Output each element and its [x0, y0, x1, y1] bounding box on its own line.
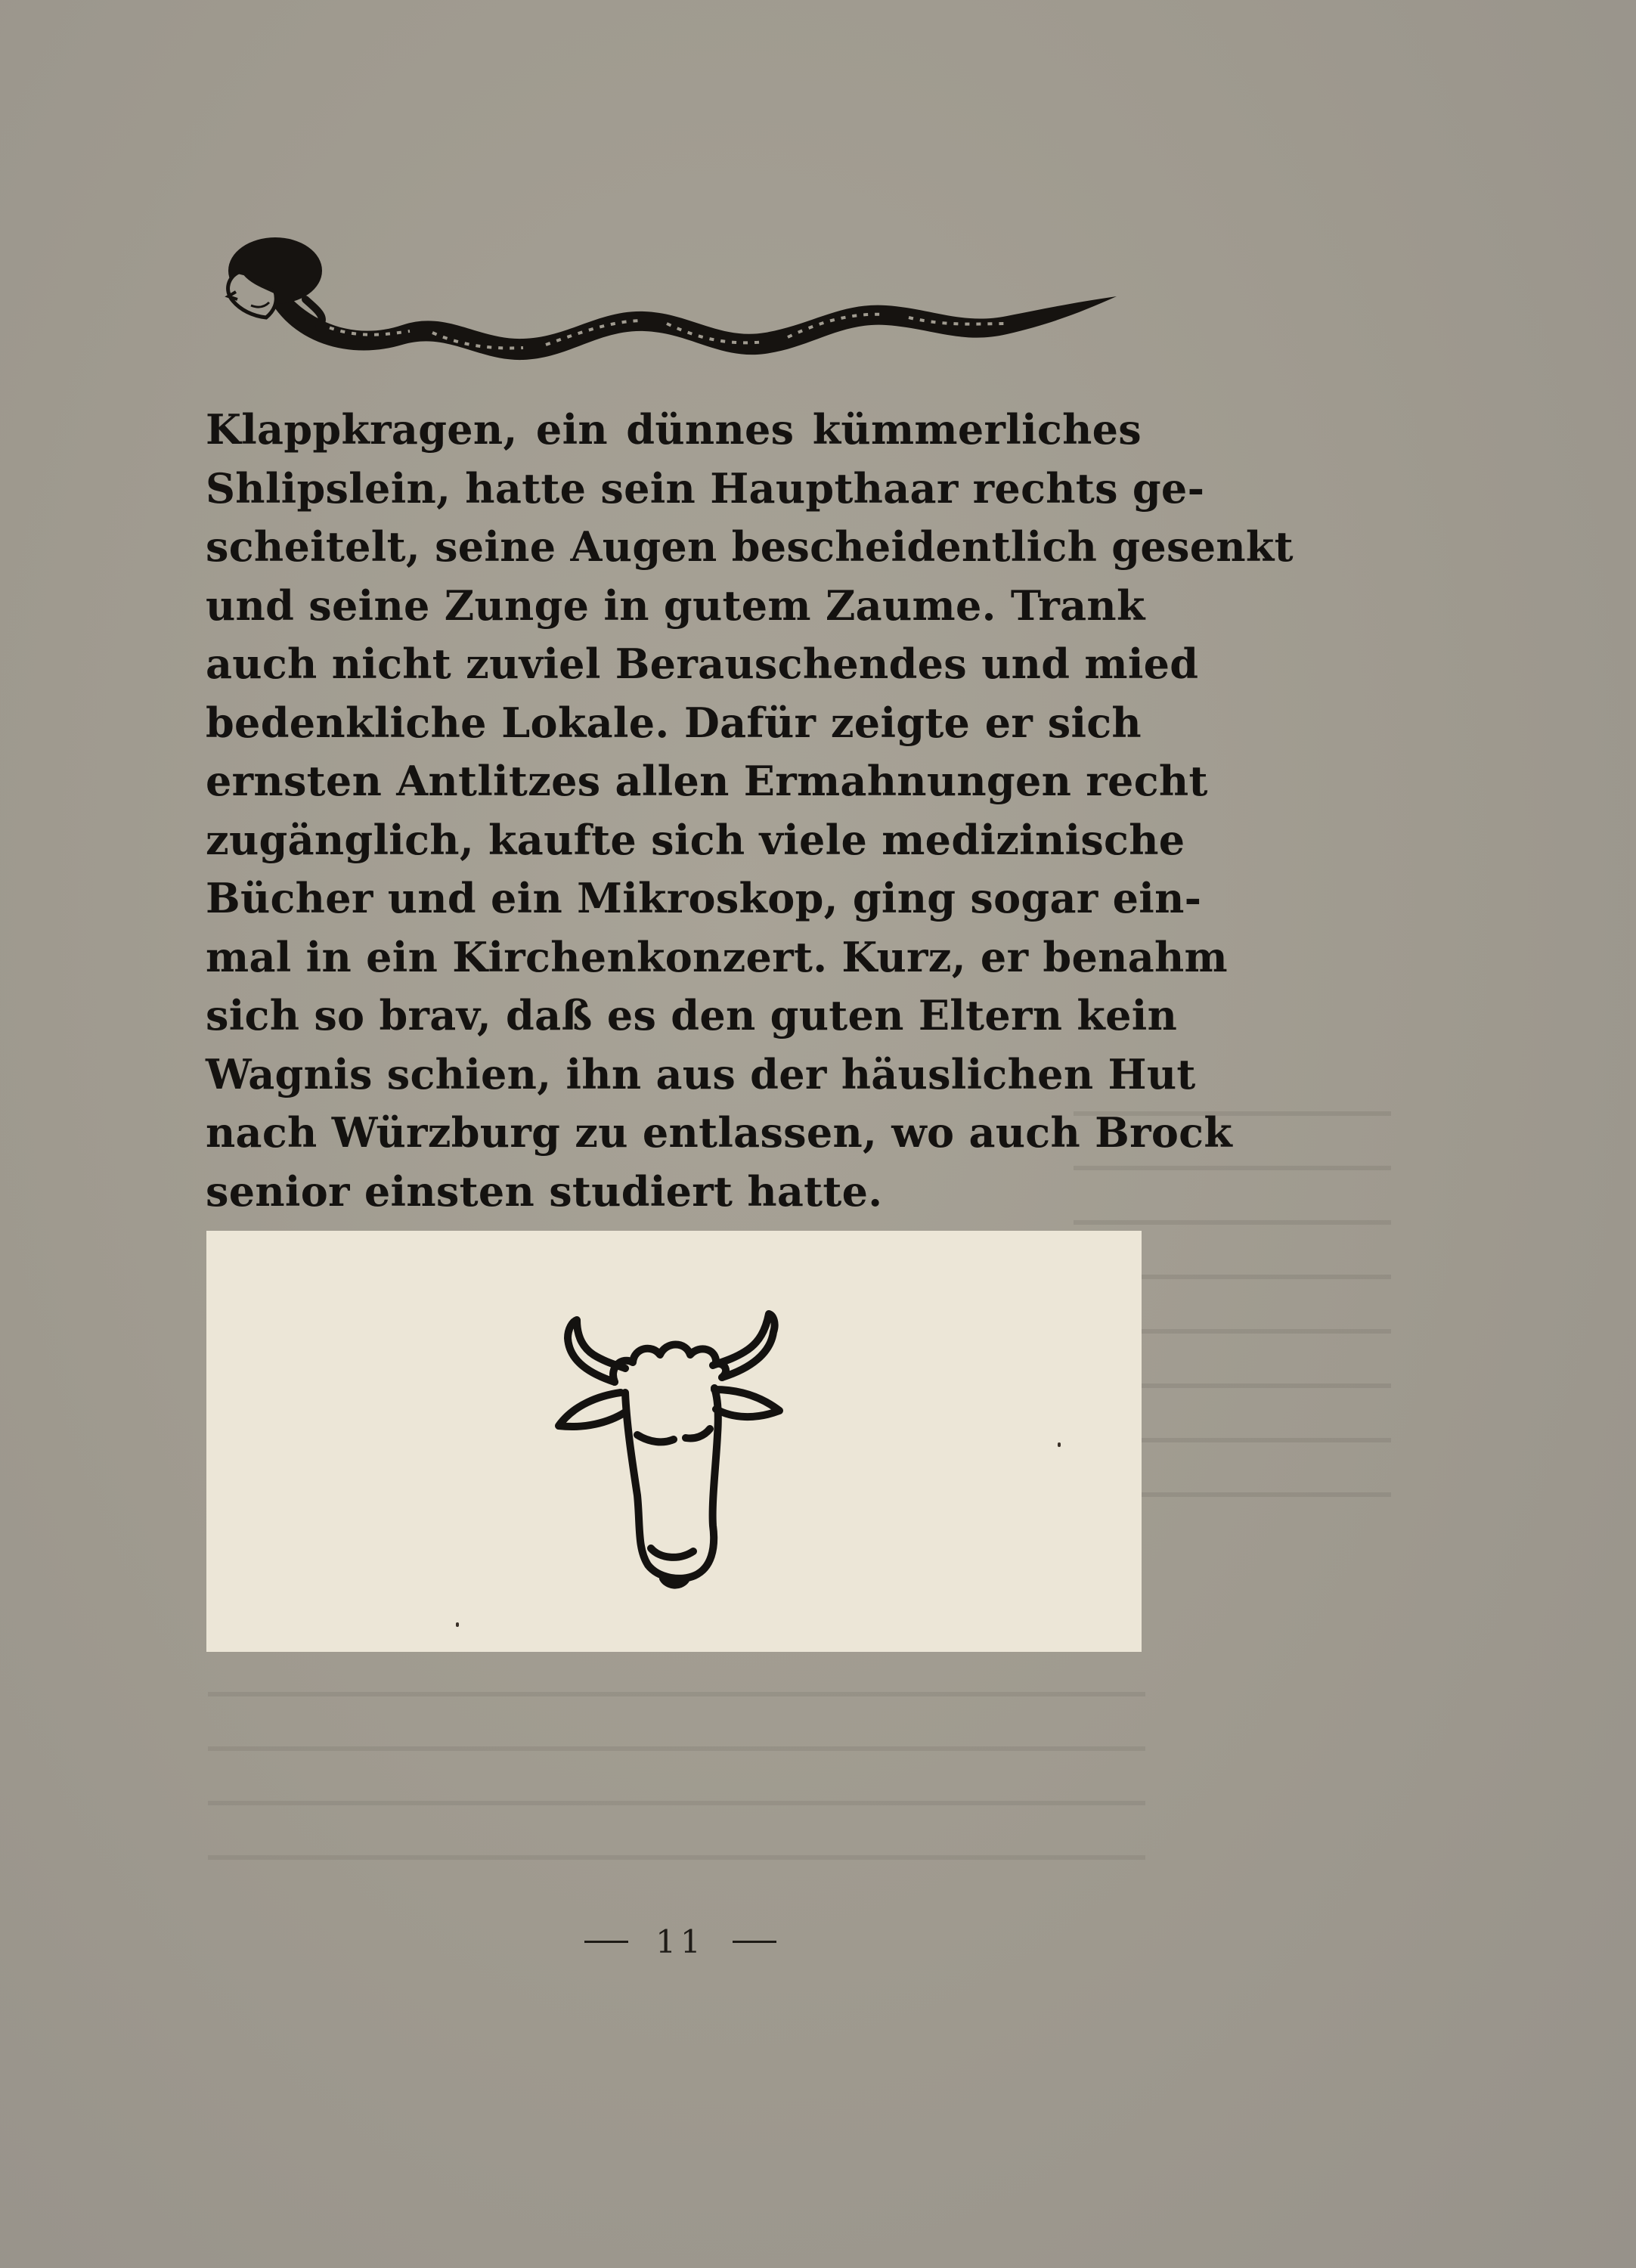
text-line: und seine Zunge in gutem Zaume. Trank [206, 581, 1145, 630]
page-number-footer [559, 1919, 801, 1964]
paragraph [206, 401, 1294, 1221]
right-dash [733, 1941, 776, 1943]
text-line: ernsten Antlitzes allen Ermahnungen recht [206, 757, 1208, 805]
show-through-text-bottom [208, 1648, 1145, 1860]
left-dash [584, 1941, 628, 1943]
serpent-headpiece-illustration [206, 227, 1120, 370]
text-line: Klappkragen, ein dünnes kümmerliches [206, 405, 1142, 454]
text-line: Wagnis schien, ihn aus der häuslichen Hut [206, 1049, 1196, 1098]
text-line: Bücher und ein Mikroskop, ging sogar ein- [206, 874, 1202, 922]
text-line: auch nicht zuviel Berauschendes und mied [206, 640, 1199, 688]
text-line: Shlipslein, hatte sein Haupthaar rechts ge- [206, 463, 1205, 513]
bull-head-illustration [524, 1299, 811, 1616]
page-number: 11 [655, 1923, 705, 1960]
text-line: senior einsten studiert hatte. [206, 1167, 883, 1216]
text-line: bedenkliche Lokale. Dafür zeigte er sich [206, 698, 1142, 747]
text-line: nach Würzburg zu entlassen, wo auch Brock [206, 1108, 1233, 1157]
text-line: scheitelt, seine Augen bescheidentlich gesenkt [206, 522, 1294, 571]
text-line: zugänglich, kaufte sich viele medizinische [206, 815, 1185, 864]
paper-speck [1058, 1442, 1061, 1447]
pasted-illustration-panel [206, 1231, 1142, 1652]
text-line: mal in ein Kirchenkonzert. Kurz, er benahm [206, 932, 1228, 981]
text-line: sich so brav, daß es den guten Eltern kein [206, 991, 1178, 1040]
paper-speck [456, 1622, 459, 1627]
